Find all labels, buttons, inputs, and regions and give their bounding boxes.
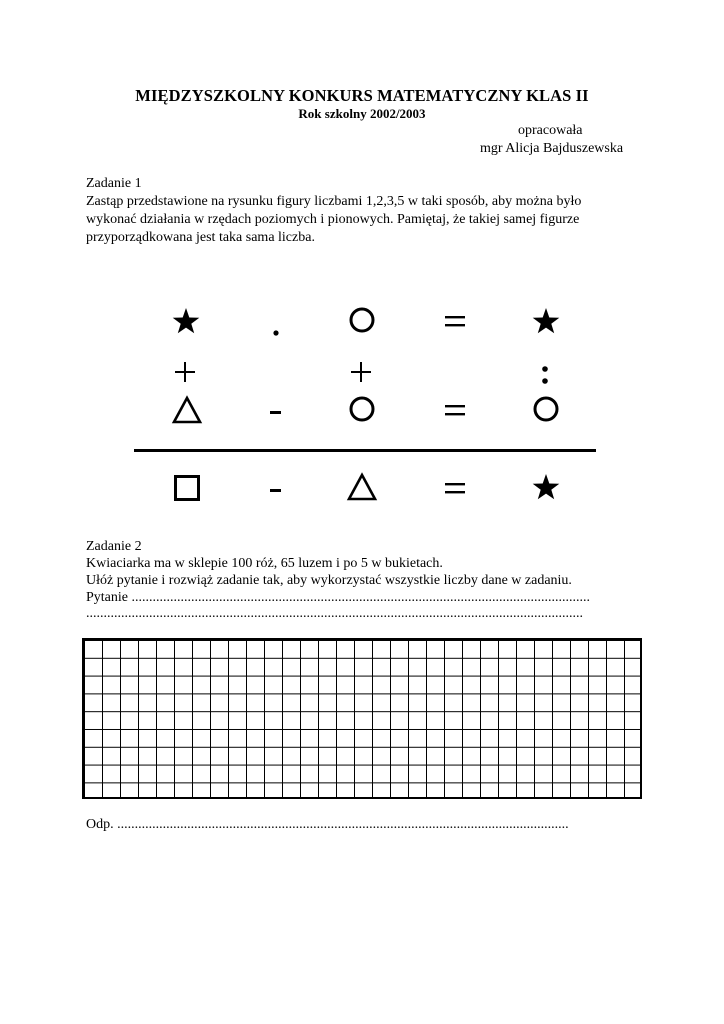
- equals-icon: [445, 316, 465, 326]
- task2-text-line: Kwiaciarka ma w sklepie 100 róż, 65 luzem i po 5 w bukietach.: [86, 556, 443, 571]
- circle-icon: [351, 309, 373, 331]
- minus-icon: [270, 489, 281, 492]
- question-label: Pytanie: [86, 590, 128, 605]
- author-prefix: opracowała: [518, 123, 583, 138]
- plus-icon: [175, 362, 195, 382]
- star-icon: [533, 308, 560, 333]
- answer-grid[interactable]: [82, 638, 642, 799]
- plus-icon: [351, 362, 371, 382]
- answer-line: [86, 816, 569, 834]
- puzzle-sum-line: [134, 449, 596, 452]
- task1-heading: Zadanie 1: [86, 176, 142, 191]
- task1-text-line: przyporządkowana jest taka sama liczba.: [86, 230, 315, 245]
- task1-text-line: Zastąp przedstawione na rysunku figury liczbami 1,2,3,5 w taki sposób, aby można było: [86, 194, 582, 209]
- school-year: Rok szkolny 2002/2003: [298, 106, 426, 121]
- task1-text-line: wykonać działania w rzędach poziomych i pionowych. Pamiętaj, że takiej samej figurze: [86, 212, 580, 227]
- star-icon: [173, 308, 200, 333]
- circle-icon: [351, 398, 373, 420]
- equals-icon: [445, 483, 465, 493]
- equals-icon: [445, 405, 465, 415]
- square-icon: [176, 477, 199, 500]
- star-icon: [533, 474, 560, 499]
- question-dots-line[interactable]: ..............................................................................................................................................: [86, 606, 583, 621]
- question-dots[interactable]: ...................................................................................................................................: [131, 590, 590, 605]
- triangle-icon: [174, 398, 200, 422]
- divide-colon-icon: [542, 366, 548, 384]
- minus-icon: [270, 411, 281, 414]
- page-title: MIĘDZYSZKOLNY KONKURS MATEMATYCZNY KLAS II: [135, 86, 589, 105]
- task2-text-line: Ułóż pytanie i rozwiąż zadanie tak, aby wykorzystać wszystkie liczby dane w zadaniu.: [86, 573, 572, 588]
- answer-label: Odp.: [86, 817, 114, 832]
- multiply-dot-icon: [273, 330, 278, 335]
- triangle-icon: [349, 475, 375, 499]
- answer-dots[interactable]: .................................................................................................................................: [117, 817, 569, 832]
- author-name: mgr Alicja Bajduszewska: [480, 141, 624, 156]
- task2-heading: Zadanie 2: [86, 539, 142, 554]
- circle-icon: [535, 398, 557, 420]
